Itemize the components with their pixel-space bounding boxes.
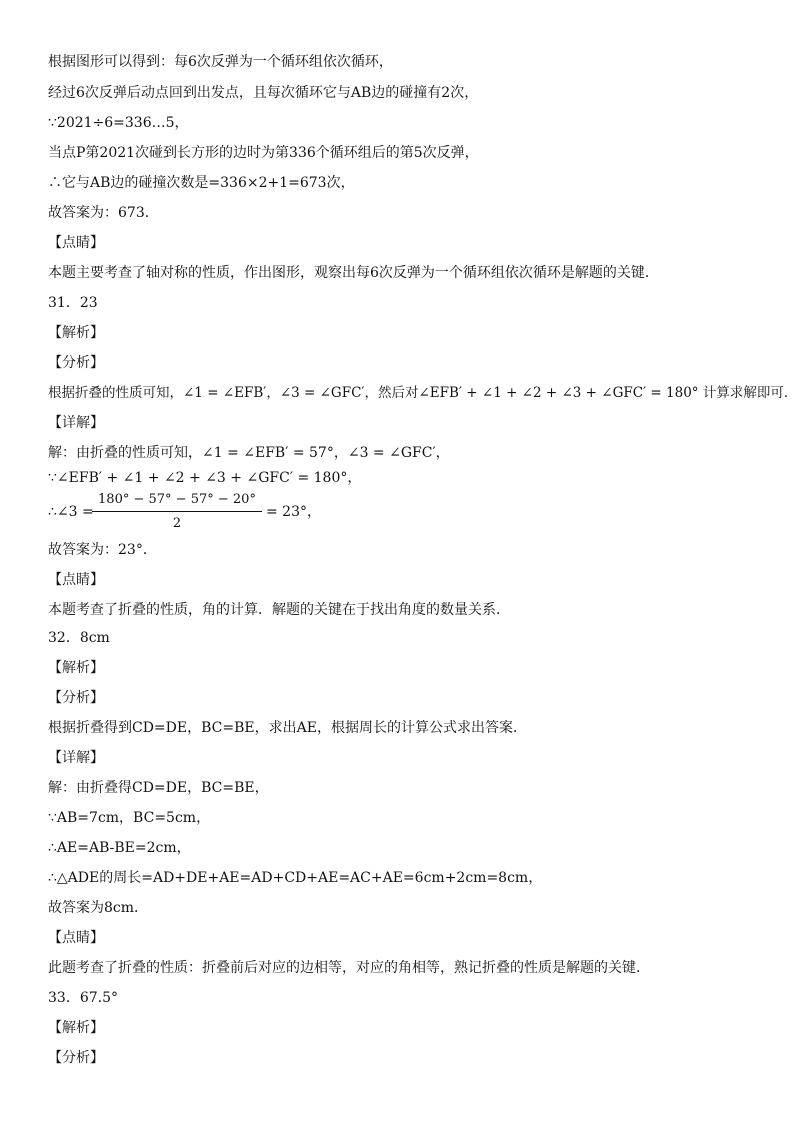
section-heading: 【点睛】 [48, 235, 104, 251]
section-heading: 【详解】 [48, 415, 104, 431]
section-heading: 【解析】 [48, 325, 104, 341]
text-line: 解：由折叠得CD=DE，BC=BE， [48, 780, 269, 796]
text-line: 本题考查了折叠的性质，角的计算．解题的关键在于找出角度的数量关系． [48, 602, 510, 618]
text-line: 根据图形可以得到：每6次反弹为一个循环组依次循环， [48, 54, 393, 70]
fraction-bar [92, 511, 262, 512]
text-line: ∵∠EFB′ + ∠1 + ∠2 + ∠3 + ∠GFC′ = 180°， [48, 470, 362, 486]
text-line: 故答案为：23°． [48, 542, 157, 558]
fraction-numerator: 180° − 57° − 57° − 20° [98, 492, 256, 507]
section-heading: 【分析】 [48, 1050, 104, 1066]
equation-suffix: = 23°， [266, 504, 321, 520]
section-heading: 【点睛】 [48, 930, 104, 946]
text-line: 经过6次反弹后动点回到出发点，且每次循环它与AB边的碰撞有2次， [48, 85, 479, 101]
text-line: 故答案为：673． [48, 205, 159, 221]
question-answer: 32．8cm [48, 630, 110, 646]
section-heading: 【分析】 [48, 355, 104, 371]
text-line: ∴△ADE的周长=AD+DE+AE=AD+CD+AE=AC+AE=6cm+2cm=8cm， [48, 870, 543, 886]
section-heading: 【详解】 [48, 750, 104, 766]
text-line: 根据折叠的性质可知，∠1 = ∠EFB′，∠3 = ∠GFC′，然后对∠EFB′ + ∠1 + ∠2 + ∠3 + ∠GFC′ = 180° 计算求解即可． [48, 385, 798, 401]
text-line: ∵2021÷6=336…5， [48, 115, 189, 131]
fraction-equation [48, 490, 768, 536]
text-line: 根据折叠得到CD=DE，BC=BE，求出AE，根据周长的计算公式求出答案． [48, 720, 527, 736]
equation-prefix: ∴∠3 = [48, 504, 94, 520]
section-heading: 【点睛】 [48, 572, 104, 588]
section-heading: 【解析】 [48, 1020, 104, 1036]
question-answer: 31．23 [48, 295, 98, 311]
text-line: 故答案为8cm． [48, 900, 149, 916]
question-answer: 33．67.5° [48, 990, 118, 1006]
text-line: 解：由折叠的性质可知，∠1 = ∠EFB′ = 57°，∠3 = ∠GFC′， [48, 445, 450, 461]
fraction-denominator: 2 [172, 516, 182, 531]
section-heading: 【解析】 [48, 660, 104, 676]
text-line: ∴它与AB边的碰撞次数是=336×2+1=673次， [48, 175, 355, 191]
section-heading: 【分析】 [48, 690, 104, 706]
text-line: 当点P第2021次碰到长方形的边时为第336个循环组后的第5次反弹， [48, 145, 479, 161]
text-line: 此题考查了折叠的性质：折叠前后对应的边相等，对应的角相等，熟记折叠的性质是解题的关键． [48, 960, 650, 976]
text-line: ∴AE=AB-BE=2cm， [48, 840, 191, 856]
text-line: ∵AB=7cm，BC=5cm， [48, 810, 211, 826]
fraction [92, 490, 262, 534]
text-line: 本题主要考查了轴对称的性质，作出图形，观察出每6次反弹为一个循环组依次循环是解题的关键． [48, 265, 659, 281]
